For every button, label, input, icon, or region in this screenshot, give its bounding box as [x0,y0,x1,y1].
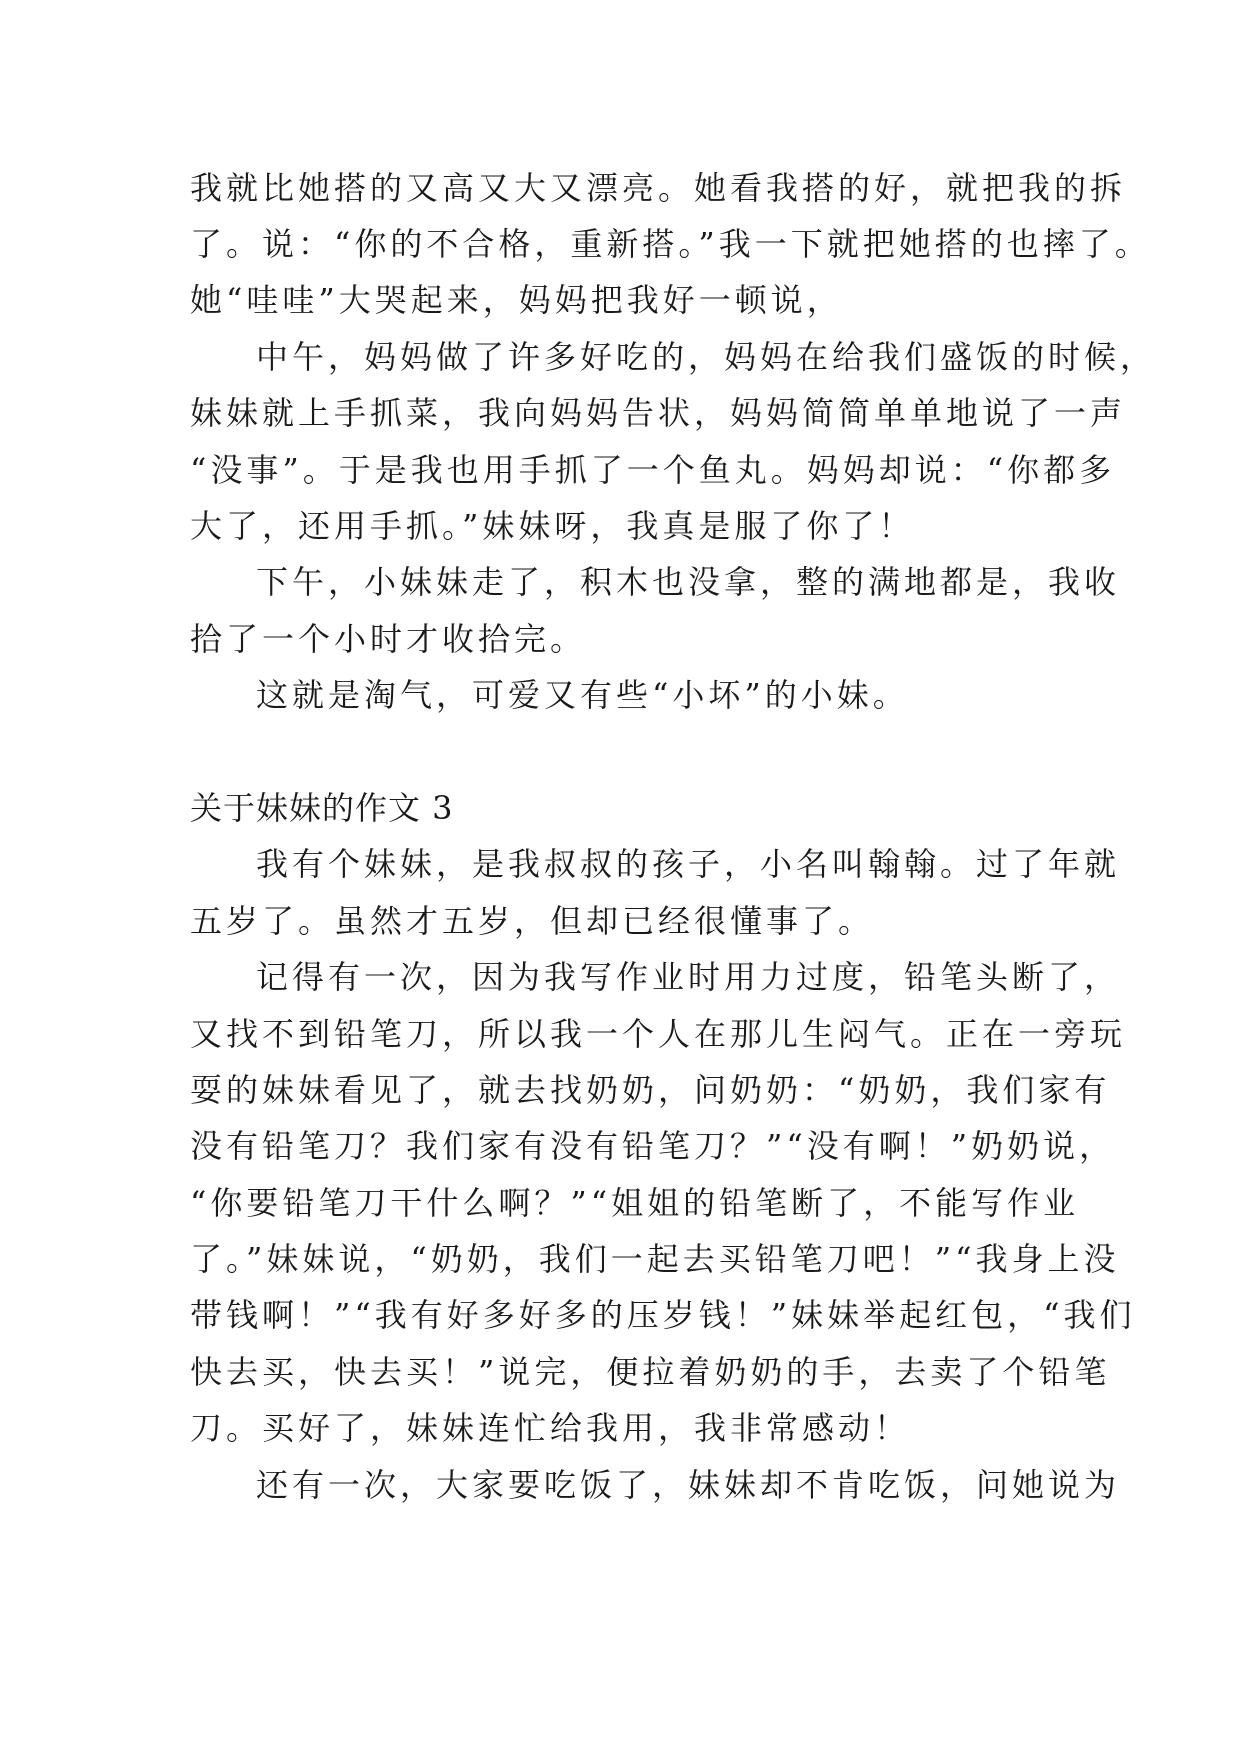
body-text-line: 她“哇哇”大哭起来，妈妈把我好一顿说， [190,281,843,319]
paragraph-first-line: 记得有一次，因为我写作业时用力过度，铅笔头断了， [256,958,1121,996]
body-text-line: 大了，还用手抓。”妹妹呀，我真是服了你了！ [190,507,915,545]
body-text-line: 五岁了。虽然才五岁，但却已经很懂事了。 [190,902,875,940]
body-text-line: 快去买，快去买！”说完，便拉着奶奶的手，去卖了个铅笔 [190,1353,1111,1391]
body-text-line: 又找不到铅笔刀，所以我一个人在那儿生闷气。正在一旁玩 [190,1015,1127,1053]
body-text-line: 了。说：“你的不合格，重新搭。”我一下就把她搭的也摔了。 [190,225,1151,263]
body-text-line: 拾了一个小时才收拾完。 [190,620,587,658]
body-text-line: “你要铅笔刀干什么啊？”“姐姐的铅笔断了，不能写作业 [190,1184,1080,1222]
body-text-line: 带钱啊！”“我有好多好多的压岁钱！”妹妹举起红包，“我们 [190,1296,1136,1334]
paragraph-first-line: 我有个妹妹，是我叔叔的孩子，小名叫翰翰。过了年就 [256,845,1121,883]
paragraph-first-line: 中午，妈妈做了许多好吃的，妈妈在给我们盛饭的时候， [256,338,1157,376]
paragraph-first-line: 还有一次，大家要吃饭了，妹妹却不肯吃饭，问她说为 [256,1466,1121,1504]
body-text-line: 刀。买好了，妹妹连忙给我用，我非常感动！ [190,1409,911,1447]
body-text-line: 没有铅笔刀？我们家有没有铅笔刀？”“没有啊！”奶奶说， [190,1127,1116,1165]
body-text-line: 我就比她搭的又高又大又漂亮。她看我搭的好，就把我的拆 [190,169,1127,207]
section-heading: 关于妹妹的作文 3 [190,789,454,827]
body-text-line: 耍的妹妹看见了，就去找奶奶，问奶奶：“奶奶，我们家有 [190,1071,1111,1109]
body-text-line: 妹妹就上手抓菜，我向妈妈告状，妈妈简简单单地说了一声 [190,394,1127,432]
paragraph-first-line: 下午，小妹妹走了，积木也没拿，整的满地都是，我收 [256,563,1121,601]
body-text-line: “没事”。于是我也用手抓了一个鱼丸。妈妈却说：“你都多 [190,451,1116,489]
paragraph-first-line: 这就是淘气，可爱又有些“小坏”的小妹。 [256,676,909,714]
body-text-line: 了。”妹妹说，“奶奶，我们一起去买铅笔刀吧！”“我身上没 [190,1240,1120,1278]
